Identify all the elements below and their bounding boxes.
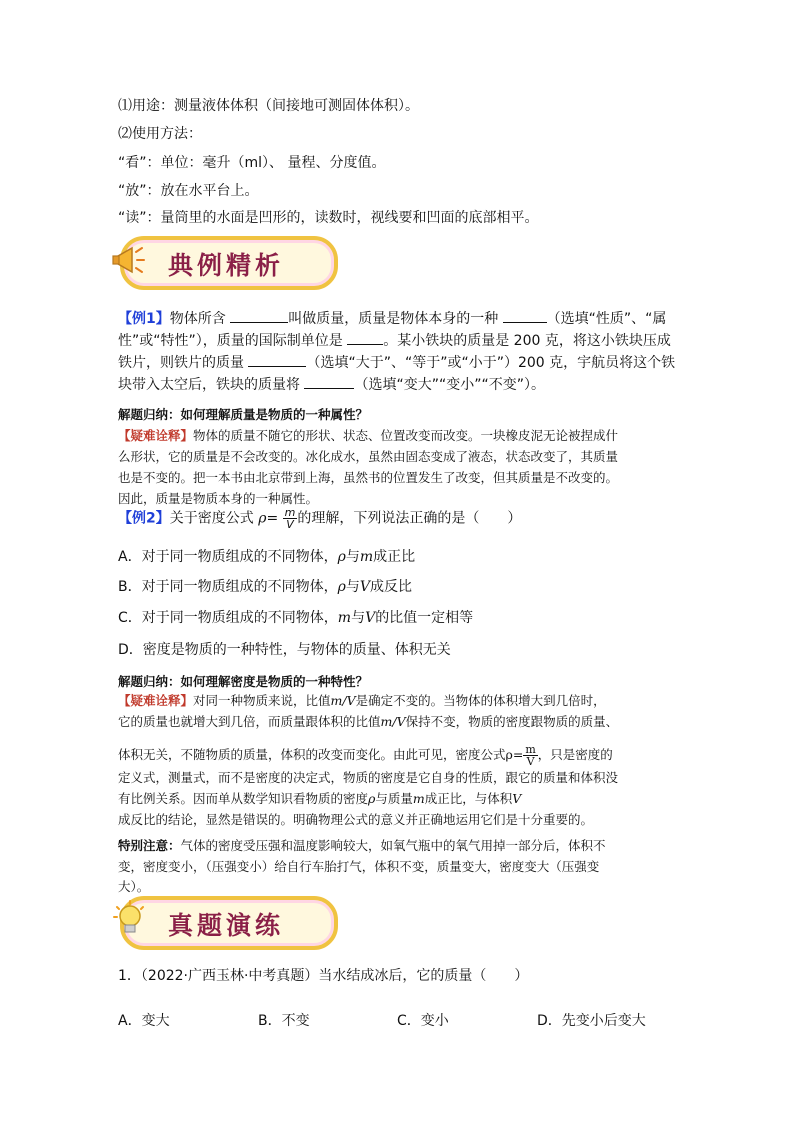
section-banner-practice [120,896,338,950]
option-c[interactable]: C．对于同一物质组成的不同物体，m与V的比值一定相等 [118,610,474,626]
q1-option-a[interactable]: A．变大 [118,1013,170,1029]
answer-blank[interactable] [230,309,288,323]
summary2-line-1: 【疑难诠释】对同一种物质来说，比值m/V是确定不变的。当物体的体积增大到几倍时， [118,693,606,708]
question1-stem: 1．（2022·广西玉林·中考真题）当水结成冰后，它的质量（ ） [118,968,529,984]
note-line-1: 特别注意：气体的密度受压强和温度影响较大，如氧气瓶中的氧气用掉一部分后，体积不 [118,838,606,853]
summary2-line-6: 成反比的结论，显然是错误的。明确物理公式的意义并正确地运用它们是十分重要的。 [118,812,594,827]
answer-blank[interactable] [347,331,383,345]
example-tag: 【例2】 [118,510,170,527]
example1-line-2: 性”或“特性”），质量的国际制单位是 。某小铁块的质量是 200 克，将这小铁块压成 [118,333,671,349]
summary2-line-2: 它的质量也就增大到几倍，而质量跟体积的比值m/V保持不变，物质的密度跟物质的质量、 [118,714,619,729]
usage-line-1: ⑴用途：测量液体体积（间接地可测固体体积）。 [118,98,419,114]
banner-title: 典例精析 [168,251,285,280]
example1-line-1: 【例1】物体所含 叫做质量，质量是物体本身的一种 （选填“性质”、“属 [118,311,667,327]
summary1-line-3: 也是不变的。把一本书由北京带到上海，虽然书的位置发生了改变，但其质量是不改变的。 [118,470,619,485]
density-fraction: $\frac{m}{V}$ [284,506,296,531]
note-line-2: 变，密度变小，（压强变小）给自行车胎打气，体积不变，质量变大，密度变大（压强变 [118,859,600,874]
banner-title: 真题演练 [168,911,285,940]
summary1-line-4: 因此，质量是物质本身的一种属性。 [118,491,319,506]
summary2-line-5: 有比例关系。因而单从数学知识看物质的密度ρ与质量m成正比，与体积V [118,791,522,806]
section-banner-examples [120,236,338,290]
megaphone-icon [110,238,156,284]
example-tag: 【例1】 [118,311,170,327]
answer-blank[interactable] [248,353,306,367]
answer-blank[interactable] [503,309,547,323]
usage-line-2: ⑵使用方法： [118,126,202,142]
example1-line-3: 铁片，则铁片的质量 （选填“大于”、“等于”或“小于”）200 克，宇航员将这个铁 [118,355,676,371]
option-a[interactable]: A．对于同一物质组成的不同物体，ρ与m成正比 [118,549,416,565]
q1-option-b[interactable]: B．不变 [258,1013,310,1029]
q1-option-c[interactable]: C．变小 [397,1013,449,1029]
summary1-line-2: 么形状，它的质量是不会改变的。冰化成水，虽然由固态变成了液态，状态改变了，其质量 [118,449,619,464]
summary1-heading: 解题归纳：如何理解质量是物质的一种属性？ [118,407,369,422]
usage-line-4: “放”：放在水平台上。 [118,183,259,199]
summary2-line-4: 定义式，测量式，而不是密度的决定式，物质的密度是它自身的性质，跟它的质量和体积没 [118,770,619,785]
summary1-line-1: 【疑难诠释】物体的质量不随它的形状、状态、位置改变而改变。一块橡皮泥无论被捏成什 [118,428,619,443]
option-d[interactable]: D．密度是物质的一种特性，与物体的质量、体积无关 [118,642,451,658]
example1-line-4: 块带入太空后，铁块的质量将 （选填“变大”“变小”“不变”）。 [118,377,545,393]
q1-option-d[interactable]: D．先变小后变大 [537,1013,646,1029]
lightbulb-icon [110,898,156,944]
option-b[interactable]: B．对于同一物质组成的不同物体，ρ与V成反比 [118,579,412,595]
density-fraction: $\frac{m}{V}$ [525,743,536,768]
note-line-3: 大）。 [118,879,150,894]
summary2-line-3: 体积无关，不随物质的质量，体积的改变而变化。由此可见，密度公式ρ= $\frac{m}{V}$ ，只是密度的 [118,743,613,768]
usage-line-5: “读”：量筒里的水面是凹形的，读数时，视线要和凹面的底部相平。 [118,210,539,226]
usage-line-3: “看”：单位：毫升（ml）、 量程、分度值。 [118,155,386,171]
example2-stem: 【例2】关于密度公式 ρ= $\frac{m}{V}$ 的理解，下列说法正确的是（ ） [118,506,522,531]
summary2-heading: 解题归纳：如何理解密度是物质的一种特性？ [118,674,369,689]
answer-blank[interactable] [304,375,354,389]
